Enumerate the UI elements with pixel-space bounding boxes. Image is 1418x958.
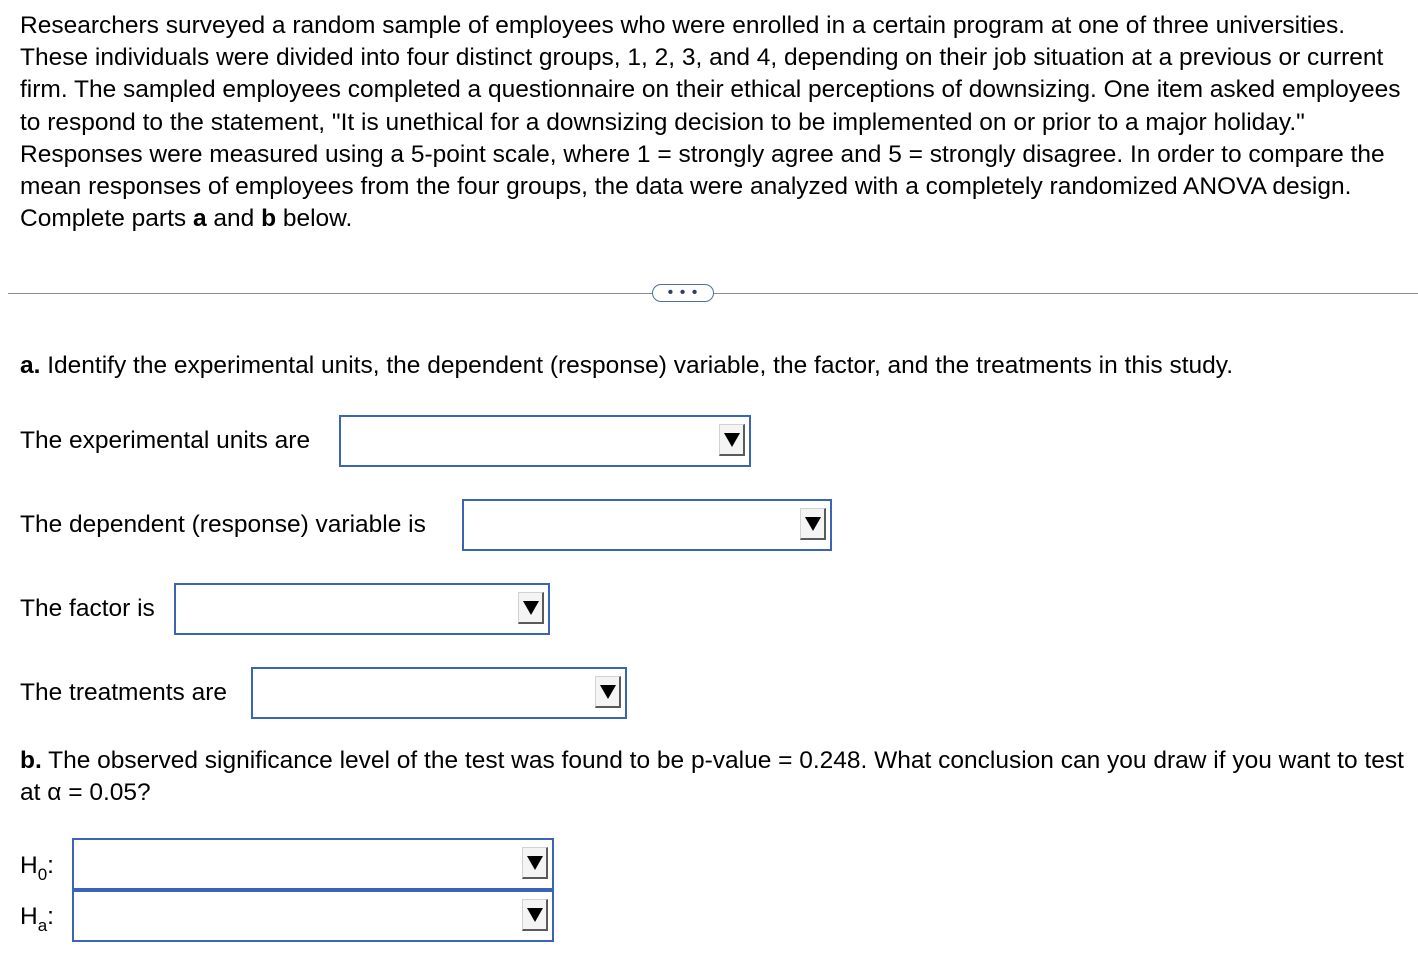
experimental-units-label: The experimental units are	[20, 427, 311, 454]
triangle-down-icon[interactable]	[518, 592, 544, 624]
intro-bold-a: a	[192, 205, 207, 233]
alternative-hypothesis-label: $H_a$:	[20, 903, 54, 935]
part-b-text: The observed significance level of the test was found to be p-value = 0.248. What conclusion can you draw if you want to test at α = 0.05?	[20, 747, 1404, 807]
triangle-down-icon[interactable]	[522, 847, 548, 879]
show-more-button[interactable]	[652, 284, 714, 302]
intro-end: below.	[276, 205, 353, 233]
factor-dropdown[interactable]	[174, 583, 550, 635]
part-a-label: a.	[20, 352, 41, 379]
more-label: • • •	[667, 284, 699, 301]
triangle-down-icon[interactable]	[522, 899, 548, 931]
experimental-units-dropdown[interactable]	[339, 415, 751, 467]
part-a-prompt	[20, 352, 1233, 380]
triangle-down-icon[interactable]	[719, 424, 745, 456]
question-intro	[20, 10, 1405, 235]
null-hypothesis-dropdown[interactable]	[72, 838, 554, 890]
part-b-prompt	[20, 745, 1405, 809]
intro-text: Researchers surveyed a random sample of employees who were enrolled in a certain program at one of three universities. These individuals were divided into four distinct groups, 1, 2, 3, and 4, depending on their job situation at a previous or current firm. The sampled employees completed a questionnaire on their ethical perceptions of downsizing. One item asked employees to respond to the statement, "It is unethical for a downsizing decision to be implemented on or prior to a major holiday." Responses were measured using a 5-point scale, where 1 = strongly agree and 5 = strongly disagree. In order to compare the mean responses of employees from the four groups, the data were analyzed with a completely randomized ANOVA design. Complete parts	[20, 12, 1401, 233]
triangle-down-icon[interactable]	[595, 676, 621, 708]
intro-and: and	[206, 205, 262, 233]
alternative-hypothesis-dropdown[interactable]	[72, 890, 554, 942]
dependent-variable-dropdown[interactable]	[462, 499, 832, 551]
intro-bold-b: b	[261, 205, 277, 233]
factor-label: The factor is	[20, 595, 155, 622]
treatments-dropdown[interactable]	[251, 667, 627, 719]
null-hypothesis-label: $H_0$:	[20, 852, 54, 884]
dependent-variable-label: The dependent (response) variable is	[20, 511, 426, 538]
part-a-text: Identify the experimental units, the dependent (response) variable, the factor, and the treatments in this study.	[40, 352, 1234, 379]
treatments-label: The treatments are	[20, 679, 227, 706]
part-b-label: b.	[20, 747, 42, 774]
triangle-down-icon[interactable]	[800, 508, 826, 540]
